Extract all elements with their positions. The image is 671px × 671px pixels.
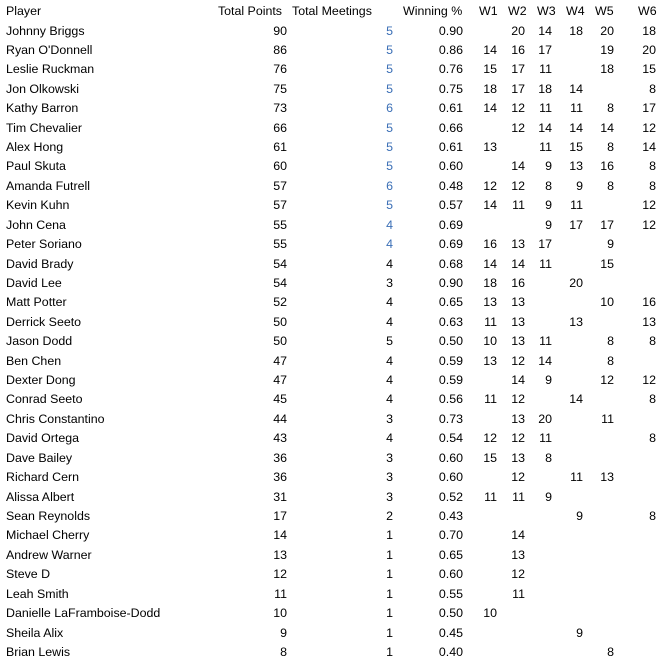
header-total-points[interactable]: Total Points <box>217 4 282 18</box>
w4-cell[interactable]: 11 <box>570 198 583 213</box>
w3-cell[interactable]: 9 <box>545 373 552 388</box>
w6-cell[interactable]: 12 <box>642 120 656 135</box>
total-meetings-cell[interactable]: 4 <box>386 353 393 368</box>
table-row <box>0 22 671 41</box>
total-points-cell[interactable]: 61 <box>273 140 287 155</box>
w2-cell[interactable]: 12 <box>511 353 525 368</box>
w3-cell[interactable]: 11 <box>539 140 552 155</box>
table-row <box>0 99 671 118</box>
winning-pct-cell[interactable]: 0.90 <box>438 275 463 290</box>
w5-cell[interactable]: 17 <box>600 217 614 232</box>
player-cell[interactable]: Richard Cern <box>6 470 79 485</box>
total-meetings-cell[interactable]: 4 <box>386 431 393 446</box>
w5-cell[interactable]: 13 <box>600 470 614 485</box>
w2-cell[interactable]: 13 <box>511 450 525 465</box>
player-cell[interactable]: Andrew Warner <box>6 547 92 562</box>
total-points-cell[interactable]: 75 <box>273 81 287 96</box>
w1-cell[interactable]: 13 <box>483 140 497 155</box>
player-cell[interactable]: Alissa Albert <box>6 489 75 504</box>
w1-cell[interactable]: 14 <box>483 256 497 271</box>
total-points-cell[interactable]: 55 <box>273 217 287 232</box>
w3-cell[interactable]: 11 <box>539 431 552 446</box>
player-cell[interactable]: David Lee <box>6 275 62 290</box>
w3-cell[interactable]: 11 <box>539 62 552 77</box>
total-meetings-cell[interactable]: 1 <box>386 644 393 659</box>
table-row <box>0 177 671 196</box>
w2-cell[interactable]: 16 <box>511 42 525 57</box>
winning-pct-cell[interactable]: 0.52 <box>438 489 463 504</box>
w2-cell[interactable]: 12 <box>511 178 525 193</box>
header-w1[interactable]: W1 <box>479 4 498 18</box>
winning-pct-cell[interactable]: 0.60 <box>438 159 463 174</box>
player-cell[interactable]: David Brady <box>6 256 74 271</box>
player-cell[interactable]: Leslie Ruckman <box>6 62 95 77</box>
header-w2[interactable]: W2 <box>508 4 527 18</box>
w1-cell[interactable]: 14 <box>483 42 497 57</box>
winning-pct-cell[interactable]: 0.68 <box>438 256 463 271</box>
table-row <box>0 507 671 526</box>
total-meetings-cell[interactable]: 4 <box>386 295 393 310</box>
total-meetings-cell[interactable]: 3 <box>386 275 393 290</box>
w2-cell[interactable]: 17 <box>511 81 525 96</box>
w5-cell[interactable]: 15 <box>600 256 614 271</box>
w3-cell[interactable]: 11 <box>539 256 552 271</box>
winning-pct-cell[interactable]: 0.59 <box>438 353 463 368</box>
w3-cell[interactable]: 14 <box>538 353 552 368</box>
total-points-cell[interactable]: 31 <box>273 489 287 504</box>
winning-pct-cell[interactable]: 0.86 <box>438 42 463 57</box>
w6-cell[interactable]: 14 <box>642 140 656 155</box>
w4-cell[interactable]: 17 <box>569 217 583 232</box>
w4-cell[interactable]: 13 <box>569 159 583 174</box>
w5-cell[interactable]: 16 <box>600 159 614 174</box>
total-points-cell[interactable]: 36 <box>273 450 287 465</box>
w1-cell[interactable]: 14 <box>483 101 497 116</box>
w6-cell[interactable]: 8 <box>649 178 656 193</box>
winning-pct-cell[interactable]: 0.45 <box>438 625 463 640</box>
total-meetings-cell[interactable]: 5 <box>386 120 393 135</box>
player-cell[interactable]: Ben Chen <box>6 353 62 368</box>
table-row <box>0 157 671 176</box>
w6-cell[interactable]: 8 <box>649 334 656 349</box>
w1-cell[interactable]: 14 <box>483 198 497 213</box>
w5-cell[interactable]: 19 <box>600 42 614 57</box>
table-row <box>0 371 671 390</box>
total-meetings-cell[interactable]: 5 <box>386 81 393 96</box>
w3-cell[interactable]: 8 <box>545 178 552 193</box>
total-points-cell[interactable]: 90 <box>273 23 287 38</box>
table-row <box>0 624 671 643</box>
winning-pct-cell[interactable]: 0.43 <box>438 509 463 523</box>
winning-pct-cell[interactable]: 0.60 <box>438 567 463 582</box>
winning-pct-cell[interactable]: 0.55 <box>438 586 463 601</box>
winning-pct-cell[interactable]: 0.63 <box>438 314 463 329</box>
w2-cell[interactable]: 13 <box>511 237 525 252</box>
w5-cell[interactable]: 8 <box>607 353 614 368</box>
w4-cell[interactable]: 9 <box>576 509 583 523</box>
total-points-cell[interactable]: 11 <box>274 586 287 601</box>
w2-cell[interactable]: 13 <box>511 314 525 329</box>
total-points-cell[interactable]: 60 <box>273 159 287 174</box>
w6-cell[interactable]: 16 <box>642 295 656 310</box>
winning-pct-cell[interactable]: 0.50 <box>438 334 463 349</box>
total-meetings-cell[interactable]: 6 <box>386 178 393 193</box>
w1-cell[interactable]: 13 <box>483 295 497 310</box>
w6-cell[interactable]: 8 <box>649 431 656 446</box>
w3-cell[interactable]: 14 <box>538 120 552 135</box>
total-points-cell[interactable]: 52 <box>273 295 287 310</box>
winning-pct-cell[interactable]: 0.48 <box>438 178 463 193</box>
player-cell[interactable]: Paul Skuta <box>6 159 66 174</box>
header-row <box>0 2 671 21</box>
player-cell[interactable]: John Cena <box>6 217 66 232</box>
table-row <box>0 80 671 99</box>
total-meetings-cell[interactable]: 2 <box>386 509 393 523</box>
winning-pct-cell[interactable]: 0.90 <box>438 23 463 38</box>
total-points-cell[interactable]: 14 <box>273 528 287 543</box>
total-points-cell[interactable]: 47 <box>273 373 287 388</box>
w2-cell[interactable]: 12 <box>511 470 525 485</box>
w1-cell[interactable]: 11 <box>484 392 497 407</box>
table-row <box>0 313 671 332</box>
total-meetings-cell[interactable]: 5 <box>386 140 393 155</box>
table-row <box>0 410 671 429</box>
w5-cell[interactable]: 8 <box>607 140 614 155</box>
w5-cell[interactable]: 8 <box>607 101 614 116</box>
w1-cell[interactable]: 18 <box>483 275 497 290</box>
w3-cell[interactable]: 11 <box>539 334 552 349</box>
winning-pct-cell[interactable]: 0.70 <box>438 528 463 543</box>
total-meetings-cell[interactable]: 4 <box>386 217 393 232</box>
w5-cell[interactable]: 8 <box>607 178 614 193</box>
table-row <box>0 119 671 138</box>
w4-cell[interactable]: 13 <box>569 314 583 329</box>
w1-cell[interactable]: 12 <box>483 431 497 446</box>
w2-cell[interactable]: 13 <box>511 547 525 562</box>
winning-pct-cell[interactable]: 0.50 <box>438 606 463 621</box>
total-meetings-cell[interactable]: 3 <box>386 470 393 485</box>
w1-cell[interactable]: 18 <box>483 81 497 96</box>
player-cell[interactable]: Sheila Alix <box>6 625 64 640</box>
w2-cell[interactable]: 20 <box>511 23 525 38</box>
w1-cell[interactable]: 13 <box>483 353 497 368</box>
w2-cell[interactable]: 14 <box>511 528 525 543</box>
table-row <box>0 468 671 487</box>
total-meetings-cell[interactable]: 3 <box>386 450 393 465</box>
w6-cell[interactable]: 13 <box>642 314 656 329</box>
winning-pct-cell[interactable]: 0.69 <box>438 217 463 232</box>
player-cell[interactable]: Kathy Barron <box>6 101 79 116</box>
table-row <box>0 429 671 448</box>
player-cell[interactable]: Chris Constantino <box>6 411 105 426</box>
total-points-cell[interactable]: 13 <box>273 547 287 562</box>
w2-cell[interactable]: 14 <box>511 159 525 174</box>
total-points-cell[interactable]: 57 <box>273 178 287 193</box>
total-points-cell[interactable]: 50 <box>273 314 287 329</box>
w5-cell[interactable]: 12 <box>600 373 614 388</box>
w6-cell[interactable]: 8 <box>649 509 656 523</box>
w1-cell[interactable]: 15 <box>483 62 497 77</box>
player-cell[interactable]: Brian Lewis <box>6 644 71 659</box>
total-meetings-cell[interactable]: 4 <box>386 314 393 329</box>
table-row <box>0 352 671 371</box>
player-cell[interactable]: Ryan O'Donnell <box>6 42 93 57</box>
player-cell[interactable]: Jason Dodd <box>6 334 73 349</box>
w3-cell[interactable]: 17 <box>538 237 552 252</box>
w4-cell[interactable]: 14 <box>569 120 583 135</box>
total-points-cell[interactable]: 86 <box>273 42 287 57</box>
total-points-cell[interactable]: 17 <box>273 509 287 523</box>
w1-cell[interactable]: 15 <box>483 450 497 465</box>
total-points-cell[interactable]: 55 <box>273 237 287 252</box>
w2-cell[interactable]: 12 <box>511 567 525 582</box>
player-cell[interactable]: Conrad Seeto <box>6 392 83 407</box>
w1-cell[interactable]: 11 <box>484 489 497 504</box>
table-row <box>0 488 671 507</box>
header-player[interactable]: Player <box>6 4 42 18</box>
winning-pct-cell[interactable]: 0.73 <box>438 411 463 426</box>
total-points-cell[interactable]: 8 <box>280 644 287 659</box>
table-row <box>0 196 671 215</box>
total-points-cell[interactable]: 57 <box>273 198 287 213</box>
w5-cell[interactable]: 11 <box>601 411 614 426</box>
winning-pct-cell[interactable]: 0.66 <box>438 120 463 135</box>
table-row <box>0 293 671 312</box>
player-cell[interactable]: Michael Cherry <box>6 528 90 543</box>
w5-cell[interactable]: 14 <box>600 120 614 135</box>
winning-pct-cell[interactable]: 0.60 <box>438 450 463 465</box>
winning-pct-cell[interactable]: 0.54 <box>438 431 463 446</box>
w4-cell[interactable]: 15 <box>569 140 583 155</box>
total-points-cell[interactable]: 54 <box>273 275 287 290</box>
w1-cell[interactable]: 16 <box>483 237 497 252</box>
total-meetings-cell[interactable]: 1 <box>386 625 393 640</box>
player-cell[interactable]: Amanda Futrell <box>6 178 91 193</box>
w1-cell[interactable]: 12 <box>483 178 497 193</box>
w5-cell[interactable]: 8 <box>607 644 614 659</box>
table-row <box>0 60 671 79</box>
total-meetings-cell[interactable]: 1 <box>386 547 393 562</box>
w3-cell[interactable]: 18 <box>538 81 552 96</box>
total-meetings-cell[interactable]: 4 <box>386 256 393 271</box>
w2-cell[interactable]: 12 <box>511 392 525 407</box>
table-row <box>0 604 671 623</box>
w6-cell[interactable]: 8 <box>649 159 656 174</box>
total-meetings-cell[interactable]: 3 <box>386 411 393 426</box>
w2-cell[interactable]: 12 <box>511 431 525 446</box>
w5-cell[interactable]: 8 <box>607 334 614 349</box>
w6-cell[interactable]: 18 <box>642 23 656 38</box>
winning-pct-cell[interactable]: 0.75 <box>438 81 463 96</box>
total-points-cell[interactable]: 54 <box>273 256 287 271</box>
w2-cell[interactable]: 11 <box>512 586 525 601</box>
w2-cell[interactable]: 14 <box>511 256 525 271</box>
winning-pct-cell[interactable]: 0.65 <box>438 295 463 310</box>
table-row <box>0 449 671 468</box>
player-cell[interactable]: Peter Soriano <box>6 237 82 252</box>
total-points-cell[interactable]: 44 <box>273 411 287 426</box>
total-points-cell[interactable]: 50 <box>273 334 287 349</box>
total-points-cell[interactable]: 73 <box>273 101 287 116</box>
total-meetings-cell[interactable]: 5 <box>386 334 393 349</box>
w2-cell[interactable]: 14 <box>511 373 525 388</box>
player-cell[interactable]: Dexter Dong <box>6 373 76 388</box>
header-w6[interactable]: W6 <box>638 4 657 18</box>
winning-pct-cell[interactable]: 0.40 <box>438 644 463 659</box>
w3-cell[interactable]: 9 <box>545 217 552 232</box>
player-cell[interactable]: Tim Chevalier <box>6 120 82 135</box>
w2-cell[interactable]: 13 <box>511 295 525 310</box>
w2-cell[interactable]: 17 <box>511 62 525 77</box>
total-meetings-cell[interactable]: 4 <box>386 373 393 388</box>
w2-cell[interactable]: 16 <box>511 275 525 290</box>
player-cell[interactable]: Steve D <box>6 567 51 582</box>
w2-cell[interactable]: 13 <box>511 334 525 349</box>
table-row <box>0 390 671 409</box>
player-cell[interactable]: Sean Reynolds <box>6 509 91 523</box>
total-meetings-cell[interactable]: 5 <box>386 198 393 213</box>
w4-cell[interactable]: 9 <box>576 625 583 640</box>
total-meetings-cell[interactable]: 3 <box>386 489 393 504</box>
w4-cell[interactable]: 18 <box>569 23 583 38</box>
w1-cell[interactable]: 10 <box>483 334 497 349</box>
player-cell[interactable]: Alex Hong <box>6 140 64 155</box>
total-meetings-cell[interactable]: 5 <box>386 159 393 174</box>
w2-cell[interactable]: 11 <box>512 489 525 504</box>
w4-cell[interactable]: 20 <box>569 275 583 290</box>
w1-cell[interactable]: 11 <box>484 314 497 329</box>
w4-cell[interactable]: 11 <box>570 470 583 485</box>
w6-cell[interactable]: 20 <box>642 42 656 57</box>
w3-cell[interactable]: 9 <box>545 198 552 213</box>
winning-pct-cell[interactable]: 0.76 <box>438 62 463 77</box>
total-meetings-cell[interactable]: 5 <box>386 62 393 77</box>
table-row <box>0 274 671 293</box>
w3-cell[interactable]: 9 <box>545 489 552 504</box>
total-points-cell[interactable]: 43 <box>273 431 287 446</box>
player-cell[interactable]: Dave Bailey <box>6 450 73 465</box>
w2-cell[interactable]: 11 <box>512 198 525 213</box>
w4-cell[interactable]: 14 <box>569 81 583 96</box>
winning-pct-cell[interactable]: 0.56 <box>438 392 463 407</box>
total-meetings-cell[interactable]: 1 <box>386 606 393 621</box>
w6-cell[interactable]: 12 <box>642 198 656 213</box>
player-cell[interactable]: Johnny Briggs <box>6 23 85 38</box>
total-points-cell[interactable]: 9 <box>280 625 287 640</box>
w3-cell[interactable]: 14 <box>538 23 552 38</box>
table-row <box>0 565 671 584</box>
total-points-cell[interactable]: 10 <box>273 606 287 621</box>
winning-pct-cell[interactable]: 0.60 <box>438 470 463 485</box>
w6-cell[interactable]: 12 <box>642 217 656 232</box>
w2-cell[interactable]: 13 <box>511 411 525 426</box>
w2-cell[interactable]: 12 <box>511 101 525 116</box>
winning-pct-cell[interactable]: 0.57 <box>438 198 463 213</box>
total-points-cell[interactable]: 45 <box>273 392 287 407</box>
total-meetings-cell[interactable]: 1 <box>386 586 393 601</box>
total-points-cell[interactable]: 36 <box>273 470 287 485</box>
player-cell[interactable]: David Ortega <box>6 431 80 446</box>
header-w3[interactable]: W3 <box>537 4 556 18</box>
winning-pct-cell[interactable]: 0.61 <box>438 101 463 116</box>
w6-cell[interactable]: 15 <box>642 62 656 77</box>
w6-cell[interactable]: 8 <box>649 392 656 407</box>
header-w5[interactable]: W5 <box>595 4 614 18</box>
w6-cell[interactable]: 8 <box>649 81 656 96</box>
winning-pct-cell[interactable]: 0.59 <box>438 373 463 388</box>
header-winning-pct[interactable]: Winning % <box>403 4 463 18</box>
table-row <box>0 255 671 274</box>
table-row <box>0 216 671 235</box>
w6-cell[interactable]: 12 <box>642 373 656 388</box>
player-cell[interactable]: Derrick Seeto <box>6 314 82 329</box>
header-w4[interactable]: W4 <box>566 4 585 18</box>
w4-cell[interactable]: 9 <box>576 178 583 193</box>
table-row <box>0 526 671 545</box>
total-meetings-cell[interactable]: 1 <box>386 567 393 582</box>
winning-pct-cell[interactable]: 0.61 <box>438 140 463 155</box>
table-row <box>0 138 671 157</box>
header-total-meetings[interactable]: Total Meetings <box>292 4 372 18</box>
total-meetings-cell[interactable]: 4 <box>386 237 393 252</box>
winning-pct-cell[interactable]: 0.69 <box>438 237 463 252</box>
table-row <box>0 41 671 60</box>
w3-cell[interactable]: 9 <box>545 159 552 174</box>
w5-cell[interactable]: 20 <box>600 23 614 38</box>
w2-cell[interactable]: 12 <box>511 120 525 135</box>
total-points-cell[interactable]: 12 <box>273 567 287 582</box>
player-cell[interactable]: Danielle LaFramboise-Dodd <box>6 606 161 621</box>
total-points-cell[interactable]: 47 <box>273 353 287 368</box>
total-points-cell[interactable]: 76 <box>273 62 287 77</box>
player-cell[interactable]: Jon Olkowski <box>6 81 79 96</box>
w6-cell[interactable]: 17 <box>642 101 656 116</box>
total-meetings-cell[interactable]: 1 <box>386 528 393 543</box>
winning-pct-cell[interactable]: 0.65 <box>438 547 463 562</box>
total-points-cell[interactable]: 66 <box>273 120 287 135</box>
w4-cell[interactable]: 11 <box>570 101 583 116</box>
player-cell[interactable]: Leah Smith <box>6 586 69 601</box>
w5-cell[interactable]: 10 <box>600 295 614 310</box>
table-row <box>0 332 671 351</box>
player-cell[interactable]: Kevin Kuhn <box>6 198 70 213</box>
player-cell[interactable]: Matt Potter <box>6 295 67 310</box>
w1-cell[interactable]: 10 <box>483 606 497 621</box>
w4-cell[interactable]: 14 <box>569 392 583 407</box>
total-meetings-cell[interactable]: 5 <box>386 42 393 57</box>
total-meetings-cell[interactable]: 5 <box>386 23 393 38</box>
w5-cell[interactable]: 18 <box>600 62 614 77</box>
table-row <box>0 585 671 604</box>
table-row <box>0 235 671 254</box>
w3-cell[interactable]: 11 <box>539 101 552 116</box>
w3-cell[interactable]: 17 <box>538 42 552 57</box>
w5-cell[interactable]: 9 <box>607 237 614 252</box>
table-row <box>0 643 671 662</box>
total-meetings-cell[interactable]: 4 <box>386 392 393 407</box>
w3-cell[interactable]: 20 <box>538 411 552 426</box>
table-row <box>0 546 671 565</box>
w3-cell[interactable]: 8 <box>545 450 552 465</box>
total-meetings-cell[interactable]: 6 <box>386 101 393 116</box>
